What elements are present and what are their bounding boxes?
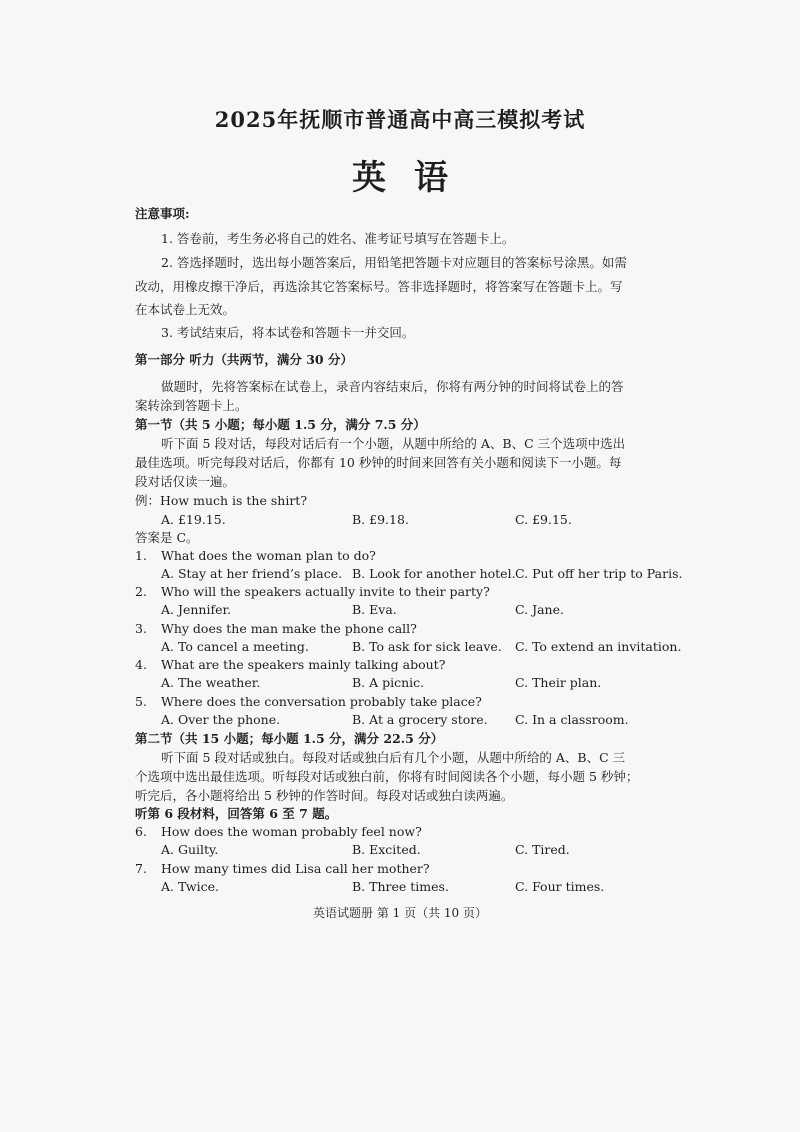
section1-heading: 第一节（共 5 小题；每小题 1.5 分，满分 7.5 分） [135, 417, 426, 432]
option-a: A. Jennifer. [161, 602, 232, 617]
material-heading: 听第 6 段材料，回答第 6 至 7 题。 [135, 806, 338, 821]
option-a: A. Twice. [161, 879, 219, 894]
option-b: B. Excited. [352, 842, 421, 857]
example-option-c: C. £9.15. [515, 512, 572, 527]
section1-instr-line-3: 段对话仅读一遍。 [135, 474, 236, 489]
option-c: C. Tired. [515, 842, 570, 857]
option-a: A. To cancel a meeting. [161, 639, 309, 654]
option-c: C. Jane. [515, 602, 564, 617]
question-text: What does the woman plan to do? [161, 548, 376, 563]
question-number: 6. [135, 824, 147, 839]
option-a: A. Guilty. [161, 842, 219, 857]
notice-item-3: 3. 考试结束后，将本试卷和答题卡一并交回。 [161, 325, 415, 340]
option-b: B. Three times. [352, 879, 449, 894]
section2-heading: 第二节（共 15 小题；每小题 1.5 分，满分 22.5 分） [135, 731, 444, 746]
option-b: B. Look for another hotel. [352, 566, 516, 581]
example-answer: 答案是 C。 [135, 530, 199, 545]
part1-intro-line-2: 案转涂到答题卡上。 [135, 398, 248, 413]
notice-item-2-line-2: 改动，用橡皮擦干净后，再选涂其它答案标号。答非选择题时，将答案写在答题卡上。写 [135, 279, 623, 294]
section2-instr-line-2: 个选项中选出最佳选项。听每段对话或独白前，你将有时间阅读各个小题，每小题 5 秒钟； [135, 769, 639, 784]
question-number: 5. [135, 694, 147, 709]
exam-title: 2025年抚顺市普通高中高三模拟考试 [214, 107, 586, 132]
option-c: C. In a classroom. [515, 712, 629, 727]
page-footer: 英语试题册 第 1 页（共 10 页） [313, 906, 487, 920]
question-text: What are the speakers mainly talking about? [161, 657, 446, 672]
notice-item-2-line-3: 在本试卷上无效。 [135, 302, 236, 317]
question-text: Why does the man make the phone call? [161, 621, 417, 636]
section2-instr-line-3: 听完后，各小题将给出 5 秒钟的作答时间。每段对话或独白读两遍。 [135, 788, 514, 803]
option-b: B. To ask for sick leave. [352, 639, 502, 654]
question-text: Where does the conversation probably take place? [161, 694, 482, 709]
question-number: 7. [135, 861, 147, 876]
question-text: How many times did Lisa call her mother? [161, 861, 430, 876]
option-a: A. The weather. [161, 675, 261, 690]
question-text: Who will the speakers actually invite to their party? [161, 584, 490, 599]
example-option-b: B. £9.18. [352, 512, 409, 527]
part1-intro-line-1: 做题时，先将答案标在试卷上，录音内容结束后，你将有两分钟的时间将试卷上的答 [161, 379, 624, 394]
subject-title: 英语 [352, 158, 476, 198]
question-number: 2. [135, 584, 147, 599]
option-a: A. Stay at her friend’s place. [161, 566, 343, 581]
option-b: B. Eva. [352, 602, 397, 617]
section1-instr-line-2: 最佳选项。听完每段对话后，你都有 10 秒钟的时间来回答有关小题和阅读下一小题。每 [135, 455, 622, 470]
option-c: C. To extend an invitation. [515, 639, 682, 654]
question-text: How does the woman probably feel now? [161, 824, 422, 839]
example-option-a: A. £19.15. [161, 512, 226, 527]
part1-heading: 第一部分 听力（共两节，满分 30 分） [135, 352, 353, 367]
option-b: B. At a grocery store. [352, 712, 488, 727]
question-number: 3. [135, 621, 147, 636]
example-question: 例：How much is the shirt? [135, 493, 308, 508]
option-a: A. Over the phone. [161, 712, 281, 727]
option-c: C. Put off her trip to Paris. [515, 566, 683, 581]
section2-instr-line-1: 听下面 5 段对话或独白。每段对话或独白后有几个小题，从题中所给的 A、B、C 三 [161, 750, 626, 765]
notice-item-1: 1. 答卷前，考生务必将自己的姓名、准考证号填写在答题卡上。 [161, 231, 515, 246]
notice-item-2-line-1: 2. 答选择题时，选出每小题答案后，用铅笔把答题卡对应题目的答案标号涂黑。如需 [161, 255, 627, 270]
option-c: C. Their plan. [515, 675, 602, 690]
option-b: B. A picnic. [352, 675, 425, 690]
section1-instr-line-1: 听下面 5 段对话，每段对话后有一个小题，从题中所给的 A、B、C 三个选项中选出 [161, 436, 626, 451]
question-number: 1. [135, 548, 147, 563]
question-number: 4. [135, 657, 147, 672]
option-c: C. Four times. [515, 879, 605, 894]
notice-heading: 注意事项: [135, 206, 190, 221]
